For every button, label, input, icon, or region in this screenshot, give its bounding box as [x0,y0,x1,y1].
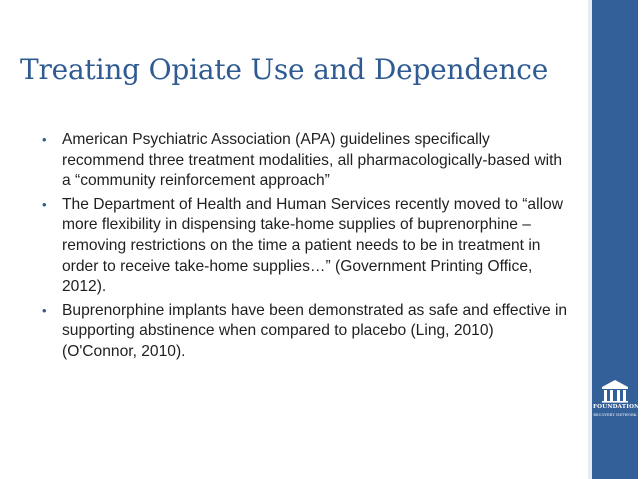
slide-title: Treating Opiate Use and Dependence [20,53,549,86]
logo-name: FOUNDATIONS [593,404,644,410]
bullet-text: Buprenorphine implants have been demonstrated as safe and effective in supporting abstinence when compared to placebo (Ling, 2010) (O'Connor, 2010). [62,301,568,360]
bullet-item [40,195,570,298]
bullet-list [40,130,570,366]
bullet-marker: • [42,132,47,147]
organization-logo [593,403,644,419]
bullet-text: American Psychiatric Association (APA) guidelines specifically recommend three treatment modalities, all pharmacologically-based with a “community reinforcement approach” [62,131,563,190]
bullet-item [40,301,570,363]
bullet-text: The Department of Health and Human Services recently moved to “allow more flexibility in dispensing take-home supplies of buprenorphine – removing restrictions on the time a patient needs to be in treatment in order to receive take-home supplies…” (Government Printing Office, 2012). [62,195,563,296]
bullet-item [40,130,570,192]
bullet-marker: • [42,196,47,212]
bullet-marker: • [42,302,47,318]
logo-subtitle: RECOVERY NETWORK [593,413,637,417]
